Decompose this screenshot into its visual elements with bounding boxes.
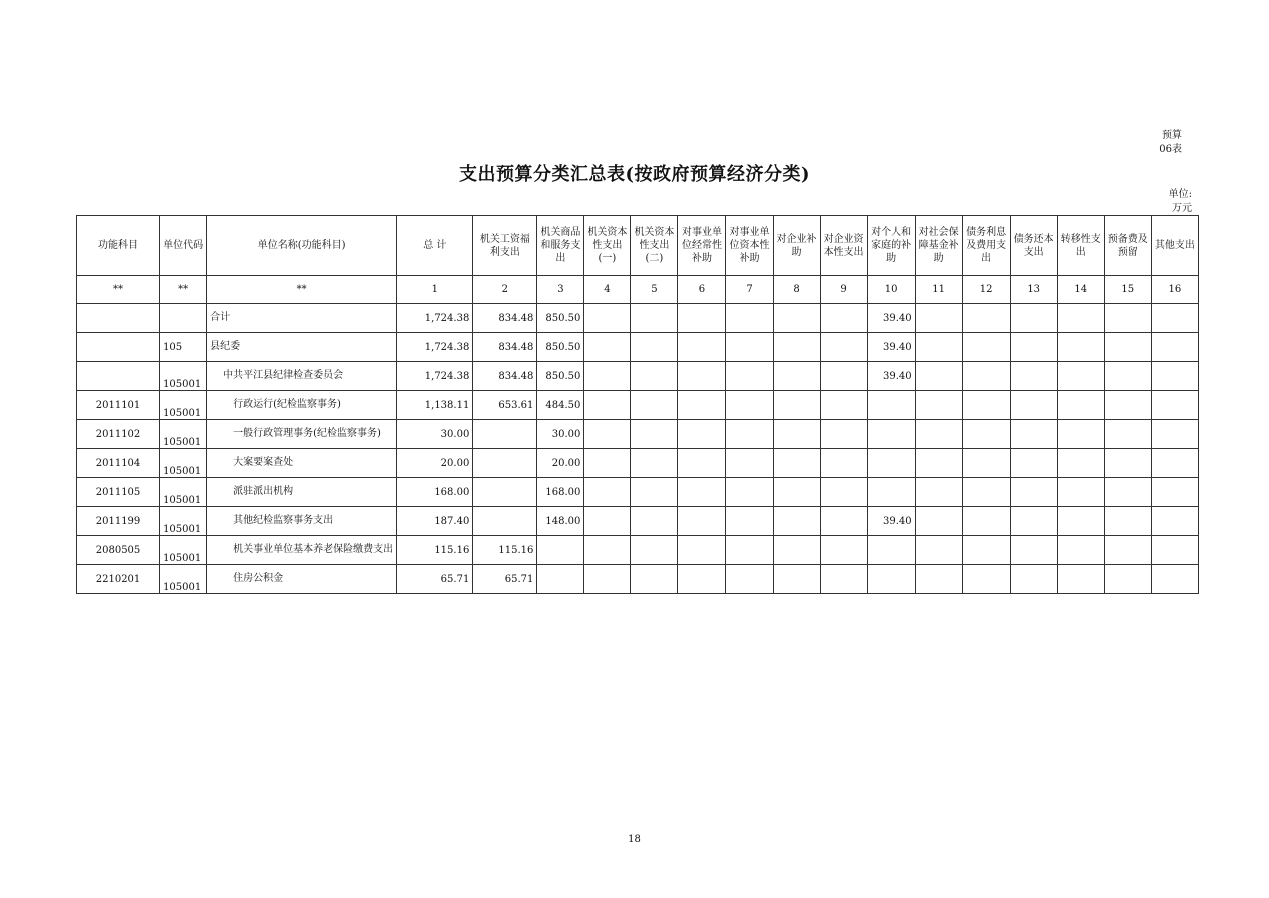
amount-cell (678, 478, 726, 507)
table-row (77, 449, 1199, 478)
amount-cell (915, 304, 962, 333)
amount-cell (962, 304, 1010, 333)
budget-table (76, 215, 1199, 594)
amount-cell (1057, 362, 1104, 391)
amount-cell (584, 333, 631, 362)
amount-cell (584, 362, 631, 391)
amount-cell (915, 478, 962, 507)
amount-cell: 1,724.38 (397, 333, 473, 362)
amount-cell (773, 478, 820, 507)
amount-cell (631, 391, 678, 420)
amount-cell: 850.50 (537, 333, 584, 362)
amount-cell (915, 507, 962, 536)
amount-cell (1151, 391, 1198, 420)
amount-cell (631, 507, 678, 536)
amount-cell (820, 449, 867, 478)
unit-label (1169, 188, 1192, 216)
unit-name-cell: 行政运行(纪检监察事务) (207, 391, 397, 420)
amount-cell (1057, 565, 1104, 594)
amount-cell (1010, 391, 1057, 420)
amount-cell (773, 565, 820, 594)
unit-name-cell: 住房公积金 (207, 565, 397, 594)
unit-label-line-1: 单位: (1168, 189, 1192, 200)
amount-cell (962, 420, 1010, 449)
index-cell: 10 (867, 276, 915, 304)
column-header: 预备费及预留 (1104, 216, 1151, 276)
index-cell: ** (160, 276, 207, 304)
amount-cell (1010, 449, 1057, 478)
unit-name-cell: 中共平江县纪律检查委员会 (207, 362, 397, 391)
index-cell: 1 (397, 276, 473, 304)
amount-cell: 187.40 (397, 507, 473, 536)
index-cell: 3 (537, 276, 584, 304)
index-cell: 5 (631, 276, 678, 304)
index-cell: 13 (1010, 276, 1057, 304)
amount-cell (1010, 420, 1057, 449)
function-code-cell: 2080505 (77, 536, 160, 565)
amount-cell (1104, 362, 1151, 391)
amount-cell (1151, 304, 1198, 333)
amount-cell (537, 565, 584, 594)
amount-cell (962, 507, 1010, 536)
amount-cell (867, 565, 915, 594)
amount-cell (1010, 478, 1057, 507)
amount-cell (678, 536, 726, 565)
amount-cell (473, 449, 537, 478)
amount-cell (584, 449, 631, 478)
index-cell: 12 (962, 276, 1010, 304)
amount-cell (584, 420, 631, 449)
amount-cell (473, 420, 537, 449)
amount-cell (1151, 565, 1198, 594)
amount-cell (867, 420, 915, 449)
amount-cell: 834.48 (473, 304, 537, 333)
amount-cell (678, 304, 726, 333)
column-header: 总 计 (397, 216, 473, 276)
amount-cell (1104, 449, 1151, 478)
amount-cell (915, 362, 962, 391)
amount-cell: 39.40 (867, 362, 915, 391)
amount-cell (820, 507, 867, 536)
amount-cell (537, 536, 584, 565)
function-code-cell: 2011199 (77, 507, 160, 536)
table-row (77, 362, 1199, 391)
amount-cell (962, 362, 1010, 391)
amount-cell: 168.00 (537, 478, 584, 507)
amount-cell (820, 565, 867, 594)
amount-cell (962, 391, 1010, 420)
amount-cell (867, 536, 915, 565)
unit-name-cell: 大案要案查处 (207, 449, 397, 478)
amount-cell (1104, 420, 1151, 449)
column-header: 转移性支出 (1057, 216, 1104, 276)
column-header: 对事业单位资本性补助 (726, 216, 773, 276)
unit-name-cell: 县纪委 (207, 333, 397, 362)
amount-cell (867, 391, 915, 420)
header-row (77, 216, 1199, 276)
amount-cell (962, 536, 1010, 565)
amount-cell (820, 478, 867, 507)
unit-name-cell: 机关事业单位基本养老保险缴费支出 (207, 536, 397, 565)
unit-code-cell (160, 304, 207, 333)
function-code-cell: 2210201 (77, 565, 160, 594)
page-title: 支出预算分类汇总表(按政府预算经济分类) (458, 164, 811, 185)
amount-cell (1104, 536, 1151, 565)
amount-cell: 653.61 (473, 391, 537, 420)
unit-name-cell: 派驻派出机构 (207, 478, 397, 507)
table-row (77, 478, 1199, 507)
function-code-cell (77, 362, 160, 391)
column-header: 机关商品和服务支出 (537, 216, 584, 276)
column-header: 机关资本性支出(二) (631, 216, 678, 276)
amount-cell (1057, 304, 1104, 333)
amount-cell: 115.16 (397, 536, 473, 565)
amount-cell (1057, 333, 1104, 362)
amount-cell (1057, 478, 1104, 507)
amount-cell (584, 304, 631, 333)
amount-cell (726, 507, 773, 536)
amount-cell (1057, 391, 1104, 420)
amount-cell (962, 333, 1010, 362)
amount-cell (631, 304, 678, 333)
amount-cell (678, 449, 726, 478)
amount-cell (631, 536, 678, 565)
amount-cell (678, 420, 726, 449)
column-header: 债务还本支出 (1010, 216, 1057, 276)
amount-cell (962, 449, 1010, 478)
table-row (77, 420, 1199, 449)
column-header: 机关工资福利支出 (473, 216, 537, 276)
amount-cell (1057, 420, 1104, 449)
amount-cell: 20.00 (537, 449, 584, 478)
unit-name-cell: 其他纪检监察事务支出 (207, 507, 397, 536)
column-header: 功能科目 (77, 216, 160, 276)
amount-cell (1010, 507, 1057, 536)
column-header: 债务利息及费用支出 (962, 216, 1010, 276)
amount-cell: 1,724.38 (397, 362, 473, 391)
amount-cell (1151, 507, 1198, 536)
amount-cell (678, 565, 726, 594)
amount-cell (820, 362, 867, 391)
column-header: 单位名称(功能科目) (207, 216, 397, 276)
amount-cell (1151, 478, 1198, 507)
amount-cell (915, 536, 962, 565)
unit-code-cell: 105001 (160, 449, 207, 478)
amount-cell (915, 565, 962, 594)
unit-code-cell: 105 (160, 333, 207, 362)
amount-cell (584, 507, 631, 536)
amount-cell (726, 478, 773, 507)
amount-cell (962, 478, 1010, 507)
amount-cell (1151, 449, 1198, 478)
unit-name-cell: 合计 (207, 304, 397, 333)
function-code-cell (77, 333, 160, 362)
amount-cell (631, 478, 678, 507)
table-row (77, 507, 1199, 536)
amount-cell (867, 478, 915, 507)
amount-cell (1151, 333, 1198, 362)
amount-cell (1104, 565, 1151, 594)
amount-cell (631, 362, 678, 391)
amount-cell (773, 449, 820, 478)
amount-cell: 484.50 (537, 391, 584, 420)
amount-cell: 850.50 (537, 362, 584, 391)
amount-cell (726, 304, 773, 333)
amount-cell (915, 449, 962, 478)
index-cell: ** (207, 276, 397, 304)
column-header: 对事业单位经常性补助 (678, 216, 726, 276)
amount-cell: 1,138.11 (397, 391, 473, 420)
function-code-cell (77, 304, 160, 333)
amount-cell (1057, 449, 1104, 478)
column-header: 对个人和家庭的补助 (867, 216, 915, 276)
amount-cell (678, 507, 726, 536)
index-cell: 7 (726, 276, 773, 304)
unit-code-cell: 105001 (160, 536, 207, 565)
amount-cell (773, 507, 820, 536)
index-cell: 2 (473, 276, 537, 304)
amount-cell (726, 362, 773, 391)
amount-cell: 39.40 (867, 507, 915, 536)
amount-cell (1010, 304, 1057, 333)
amount-cell (915, 391, 962, 420)
index-cell: ** (77, 276, 160, 304)
column-header: 对企业资本性支出 (820, 216, 867, 276)
column-header: 机关资本性支出(一) (584, 216, 631, 276)
unit-code-cell: 105001 (160, 565, 207, 594)
column-header: 对企业补助 (773, 216, 820, 276)
amount-cell (820, 333, 867, 362)
amount-cell (820, 420, 867, 449)
amount-cell (820, 391, 867, 420)
amount-cell (1010, 333, 1057, 362)
amount-cell (1010, 536, 1057, 565)
column-header: 对社会保障基金补助 (915, 216, 962, 276)
amount-cell: 834.48 (473, 333, 537, 362)
amount-cell (820, 304, 867, 333)
amount-cell (867, 449, 915, 478)
amount-cell: 834.48 (473, 362, 537, 391)
index-cell: 14 (1057, 276, 1104, 304)
amount-cell (915, 333, 962, 362)
amount-cell (915, 420, 962, 449)
amount-cell (584, 536, 631, 565)
column-header: 单位代码 (160, 216, 207, 276)
unit-code-cell: 105001 (160, 507, 207, 536)
amount-cell: 148.00 (537, 507, 584, 536)
index-cell: 15 (1104, 276, 1151, 304)
index-cell: 16 (1151, 276, 1198, 304)
amount-cell (1151, 362, 1198, 391)
function-code-cell: 2011104 (77, 449, 160, 478)
amount-cell (473, 507, 537, 536)
amount-cell: 1,724.38 (397, 304, 473, 333)
table-body (77, 276, 1199, 594)
amount-cell (726, 420, 773, 449)
amount-cell (726, 565, 773, 594)
unit-code-cell: 105001 (160, 420, 207, 449)
amount-cell (726, 536, 773, 565)
table-row (77, 304, 1199, 333)
amount-cell (1151, 536, 1198, 565)
amount-cell (1104, 507, 1151, 536)
amount-cell (726, 333, 773, 362)
unit-code-cell: 105001 (160, 478, 207, 507)
amount-cell (773, 391, 820, 420)
index-cell: 6 (678, 276, 726, 304)
amount-cell (1104, 333, 1151, 362)
unit-name-cell: 一般行政管理事务(纪检监察事务) (207, 420, 397, 449)
unit-label-line-2: 万元 (1172, 203, 1192, 214)
amount-cell (773, 536, 820, 565)
table-row (77, 333, 1199, 362)
index-row (77, 276, 1199, 304)
amount-cell (631, 333, 678, 362)
amount-cell: 39.40 (867, 333, 915, 362)
index-cell: 4 (584, 276, 631, 304)
index-cell: 9 (820, 276, 867, 304)
amount-cell: 65.71 (397, 565, 473, 594)
table-row (77, 536, 1199, 565)
amount-cell (1151, 420, 1198, 449)
function-code-cell: 2011101 (77, 391, 160, 420)
amount-cell: 168.00 (397, 478, 473, 507)
amount-cell (773, 304, 820, 333)
table-row (77, 391, 1199, 420)
amount-cell: 30.00 (537, 420, 584, 449)
amount-cell (1104, 391, 1151, 420)
amount-cell: 39.40 (867, 304, 915, 333)
amount-cell (678, 362, 726, 391)
amount-cell (1057, 507, 1104, 536)
table-row (77, 565, 1199, 594)
amount-cell (1057, 536, 1104, 565)
index-cell: 8 (773, 276, 820, 304)
form-id-line-1: 预算 (1162, 130, 1182, 141)
amount-cell (726, 391, 773, 420)
unit-code-cell: 105001 (160, 391, 207, 420)
amount-cell (1010, 362, 1057, 391)
amount-cell: 850.50 (537, 304, 584, 333)
form-id-line-2: 06表 (1159, 144, 1182, 155)
index-cell: 11 (915, 276, 962, 304)
function-code-cell: 2011102 (77, 420, 160, 449)
page-number: 18 (628, 834, 641, 845)
amount-cell (678, 333, 726, 362)
amount-cell (1010, 565, 1057, 594)
amount-cell: 65.71 (473, 565, 537, 594)
amount-cell (584, 565, 631, 594)
amount-cell (631, 449, 678, 478)
amount-cell: 30.00 (397, 420, 473, 449)
amount-cell (584, 478, 631, 507)
amount-cell: 20.00 (397, 449, 473, 478)
amount-cell (584, 391, 631, 420)
function-code-cell: 2011105 (77, 478, 160, 507)
amount-cell (1104, 304, 1151, 333)
amount-cell: 115.16 (473, 536, 537, 565)
amount-cell (726, 449, 773, 478)
amount-cell (631, 420, 678, 449)
amount-cell (962, 565, 1010, 594)
amount-cell (678, 391, 726, 420)
amount-cell (473, 478, 537, 507)
amount-cell (773, 333, 820, 362)
amount-cell (773, 362, 820, 391)
amount-cell (820, 536, 867, 565)
amount-cell (773, 420, 820, 449)
amount-cell (631, 565, 678, 594)
form-id (1159, 129, 1182, 157)
column-header: 其他支出 (1151, 216, 1198, 276)
amount-cell (1104, 478, 1151, 507)
unit-code-cell: 105001 (160, 362, 207, 391)
